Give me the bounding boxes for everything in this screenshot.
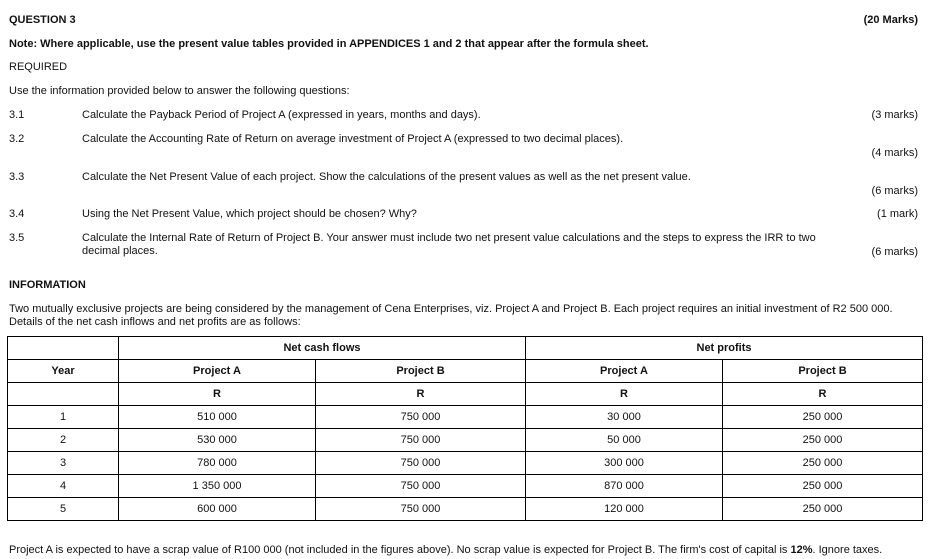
cell-year: 3	[8, 452, 119, 475]
cash-flow-table	[7, 336, 923, 521]
cell-profit-a: 870 000	[526, 475, 723, 498]
cell-cash-a: 600 000	[119, 498, 316, 521]
unit-label: R	[119, 383, 316, 406]
total-marks: (20 Marks)	[863, 14, 918, 26]
cell-profit-a: 120 000	[526, 498, 723, 521]
cell-profit-b: 250 000	[723, 498, 923, 521]
question-title: QUESTION 3	[9, 14, 76, 26]
unit-label: R	[526, 383, 723, 406]
cell-profit-a: 300 000	[526, 452, 723, 475]
question-marks: (1 mark)	[877, 208, 918, 220]
col-profit-project-b: Project B	[723, 360, 923, 383]
cell-year: 5	[8, 498, 119, 521]
cell-profit-b: 250 000	[723, 406, 923, 429]
question-text: Using the Net Present Value, which project should be chosen? Why?	[82, 208, 417, 220]
question-number: 3.3	[9, 171, 25, 183]
footer-text-after: . Ignore taxes.	[812, 544, 883, 556]
footer-text-before: Project A is expected to have a scrap value of R100 000 (not included in the figures above). No scrap value is expected for Project B. The firm's cost of capital is	[9, 544, 791, 556]
unit-label: R	[316, 383, 526, 406]
cell-year: 2	[8, 429, 119, 452]
question-text: Calculate the Payback Period of Project A (expressed in years, months and days).	[82, 109, 481, 121]
cell-profit-b: 250 000	[723, 452, 923, 475]
question-number: 3.5	[9, 232, 25, 244]
question-number: 3.1	[9, 109, 25, 121]
cell-cash-a: 780 000	[119, 452, 316, 475]
table-corner-cell	[8, 337, 119, 360]
cell-profit-b: 250 000	[723, 475, 923, 498]
information-paragraph: Two mutually exclusive projects are being considered by the management of Cena Enterprises, viz. Project A and Project B. Each project requires an initial investment of R2 500 000. Details of the net cash inflows and net profits are as follows:	[9, 303, 893, 328]
table-row	[8, 452, 923, 475]
table-unit-row	[8, 383, 923, 406]
cell-cash-a: 530 000	[119, 429, 316, 452]
table-column-header-row	[8, 360, 923, 383]
col-year: Year	[8, 360, 119, 383]
cell-profit-a: 50 000	[526, 429, 723, 452]
unit-year-empty	[8, 383, 119, 406]
question-marks: (6 marks)	[871, 185, 918, 197]
question-number: 3.2	[9, 133, 25, 145]
cell-profit-b: 250 000	[723, 429, 923, 452]
cell-year: 4	[8, 475, 119, 498]
group-net-cash-flows: Net cash flows	[119, 337, 526, 360]
cell-cash-a: 510 000	[119, 406, 316, 429]
cell-cash-b: 750 000	[316, 475, 526, 498]
required-heading: REQUIRED	[9, 61, 68, 73]
cell-cash-b: 750 000	[316, 452, 526, 475]
cell-year: 1	[8, 406, 119, 429]
cell-cash-b: 750 000	[316, 429, 526, 452]
cell-cash-a: 1 350 000	[119, 475, 316, 498]
col-cash-project-a: Project A	[119, 360, 316, 383]
information-heading: INFORMATION	[9, 279, 86, 291]
note-text: Note: Where applicable, use the present value tables provided in APPENDICES 1 and 2 that appear after the formula sheet.	[9, 38, 649, 50]
question-text: Calculate the Net Present Value of each project. Show the calculations of the present values as well as the net present value.	[82, 171, 691, 183]
question-marks: (4 marks)	[871, 147, 918, 159]
unit-label: R	[723, 383, 923, 406]
required-intro: Use the information provided below to answer the following questions:	[9, 85, 350, 97]
col-cash-project-b: Project B	[316, 360, 526, 383]
table-row	[8, 429, 923, 452]
cell-cash-b: 750 000	[316, 498, 526, 521]
table-row	[8, 475, 923, 498]
cell-profit-a: 30 000	[526, 406, 723, 429]
table-group-header-row	[8, 337, 923, 360]
question-marks: (3 marks)	[871, 109, 918, 121]
col-profit-project-a: Project A	[526, 360, 723, 383]
cost-of-capital-rate: 12%	[790, 544, 813, 556]
table-row	[8, 406, 923, 429]
cell-cash-b: 750 000	[316, 406, 526, 429]
footer-note	[9, 544, 882, 557]
question-text: Calculate the Accounting Rate of Return on average investment of Project A (expressed to two decimal places).	[82, 133, 624, 145]
table-row	[8, 498, 923, 521]
group-net-profits: Net profits	[526, 337, 923, 360]
question-number: 3.4	[9, 208, 25, 220]
question-text: Calculate the Internal Rate of Return of Project B. Your answer must include two net present value calculations and the steps to express the IRR to two decimal places.	[82, 232, 816, 257]
question-marks: (6 marks)	[871, 246, 918, 258]
